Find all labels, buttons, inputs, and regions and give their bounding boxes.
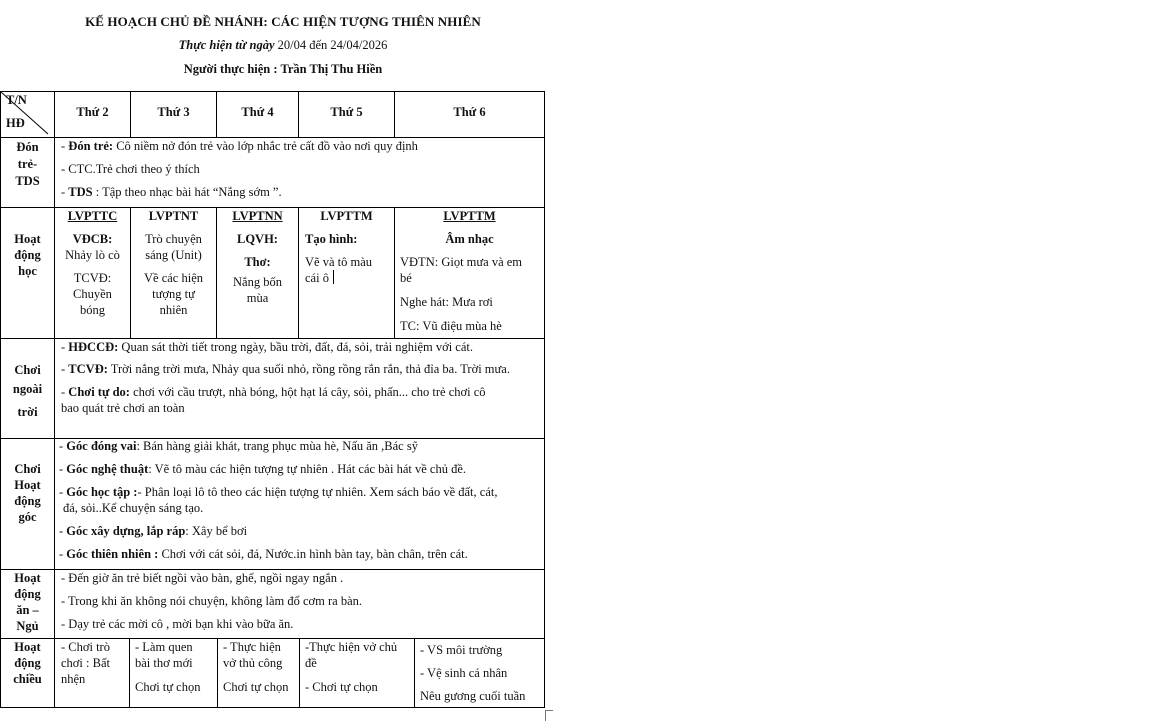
header-day-mon: Thứ 2 [76,105,109,119]
grid-line [0,137,545,138]
grid-line [0,569,545,570]
corner-bottom-label: HĐ [6,116,25,130]
goc-line-3-cont: đá, sỏi..Kể chuyện sáng tạo. [63,501,204,515]
chieu-tue-cell: - Làm quen bài thơ mới Chơi tự chọn [135,640,201,694]
hoc-thu-cell: LVPTTM Tạo hình: Vẽ và tô màu cái ô [305,209,373,285]
don-tre-line-2: - CTC.Trẻ chơi theo ý thích [61,162,200,176]
grid-line [217,638,218,708]
grid-line [414,638,415,708]
row-label-hoat-dong-hoc: Hoạt động học [14,232,41,278]
goc-line-1: - Góc đóng vai: Bán hàng giải khát, trang phục mùa hè, Nấu ăn ,Bác sỹ [59,439,418,453]
date-range: 20/04 đến 24/04/2026 [274,38,388,52]
an-ngu-line-1: - Đến giờ ăn trẻ biết ngồi vào bàn, ghế, ngồi ngay ngắn . [61,571,344,585]
row-label-an-ngu: Hoạt động ăn – Ngủ [14,571,41,633]
chieu-wed-cell: - Thực hiện vở thủ công Chơi tự chọn [223,640,289,694]
chieu-thu-cell: -Thực hiện vở chủ đề - Chơi tự chọn [305,640,398,694]
date-line [0,38,566,53]
grid-line [0,338,545,339]
ngoai-troi-line-3-cont: bao quát trẻ chơi an toàn [61,401,185,415]
grid-line [129,638,130,708]
author-line: Người thực hiện : Trần Thị Thu Hiền [183,62,383,76]
header-day-wed: Thứ 4 [241,105,274,119]
ngoai-troi-line-1: - HĐCCĐ: Quan sát thời tiết trong ngày, bầu trời, đất, đá, sỏi, trải nghiệm với cát. [61,340,474,354]
header-day-fri: Thứ 6 [453,105,486,119]
page-corner-mark [545,710,546,721]
don-tre-line-3: - TDS : Tập theo nhạc bài hát “Nắng sớm ”. [61,185,282,199]
chieu-mon-cell: - Chơi trò chơi : Bất nhện [61,640,110,686]
row-label-choi-goc: Chơi Hoạt động góc [14,462,41,524]
an-ngu-line-3: - Dạy trẻ các mời cô , mời bạn khi vào bữa ăn. [61,617,294,631]
hoc-mon-cell: LVPTTC VĐCB: Nhảy lò cò TCVĐ: Chuyền bóng [65,209,120,317]
date-prefix: Thực hiện từ ngày [178,38,275,52]
grid-line [0,91,545,92]
hoc-wed-cell: LVPTNN LQVH: Thơ: Nắng bốn mùa [232,209,283,305]
page-corner-mark-h [545,710,553,711]
chieu-fri-cell: - VS môi trường - Vệ sinh cá nhân Nêu gương cuối tuần [420,643,526,703]
corner-top-label: T/N [6,93,27,107]
goc-line-4: - Góc xây dựng, lắp ráp: Xây bể bơi [59,524,248,538]
hoc-fri-cell: LVPTTM Âm nhạc VĐTN: Giọt mưa và em bé Nghe hát: Mưa rơi TC: Vũ điệu mùa hè [400,209,523,333]
ngoai-troi-line-2: - TCVĐ: Trời nắng trời mưa, Nhảy qua suối nhỏ, rồng rồng rắn rắn, thả đỉa ba. Trời mưa. [61,362,510,376]
goc-line-3: - Góc học tập :- Phân loại lô tô theo các hiện tượng tự nhiên. Xem sách báo về đất, cát, [59,485,498,499]
row-label-choi-ngoai-troi: Chơi ngoài trời [12,363,43,419]
header-day-thu: Thứ 5 [330,105,363,119]
document-title: KẾ HOẠCH CHỦ ĐỀ NHÁNH: CÁC HIỆN TƯỢNG THIÊN NHIÊN [85,14,481,29]
ngoai-troi-line-3: - Chơi tự do: chơi với cầu trượt, nhà bóng, hột hạt lá cây, sỏi, phấn... cho trẻ chơi cô [61,385,486,399]
row-label-chieu: Hoạt động chiều [13,640,42,686]
an-ngu-line-2: - Trong khi ăn không nói chuyện, không làm đổ cơm ra bàn. [61,594,363,608]
hoc-tue-cell: LVPTNT Trò chuyện sáng (Unit) Về các hiện tượng tự nhiên [144,209,203,317]
grid-line [544,91,545,708]
don-tre-line-1: - Đón trẻ: Cô niềm nở đón trẻ vào lớp nhắc trẻ cất đồ vào nơi quy định [61,139,418,153]
text-cursor [333,270,334,284]
header-day-tue: Thứ 3 [157,105,190,119]
row-label-don-tre: Đón trẻ- TDS [15,140,40,188]
goc-line-5: - Góc thiên nhiên : Chơi với cát sỏi, đá, Nước.in hình bàn tay, bàn chân, trên cát. [59,547,468,561]
goc-line-2: - Góc nghệ thuật: Vẽ tô màu các hiện tượng tự nhiên . Hát các bài hát về chủ đề. [59,462,466,476]
grid-line [299,638,300,708]
